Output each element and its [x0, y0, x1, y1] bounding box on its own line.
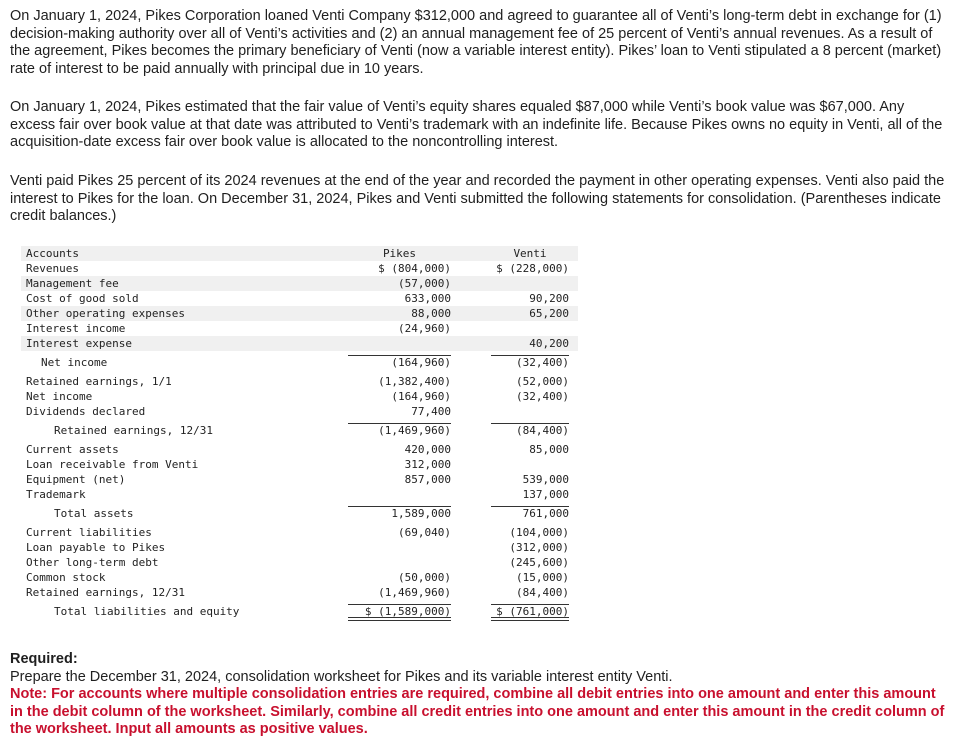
- required-section: [10, 651, 952, 739]
- venti-value: 90,200: [529, 292, 569, 305]
- double-underline: [491, 617, 569, 621]
- account-label: Net income: [41, 356, 108, 369]
- venti-value: 85,000: [529, 443, 569, 456]
- table-row: [21, 306, 578, 321]
- pikes-value: 312,000: [404, 458, 451, 471]
- table-row: [21, 555, 578, 570]
- pikes-value: (1,469,960): [378, 586, 451, 599]
- venti-value: (84,400): [516, 424, 569, 437]
- pikes-value: (24,960): [398, 322, 451, 335]
- account-label: Other operating expenses: [26, 307, 185, 320]
- required-title: Required:: [10, 651, 78, 667]
- venti-value: 539,000: [522, 473, 569, 486]
- table-row: [21, 487, 578, 502]
- pikes-value: (164,960): [391, 356, 451, 369]
- account-label: Cost of good sold: [26, 292, 139, 305]
- account-label: Dividends declared: [26, 405, 146, 418]
- venti-value: (245,600): [509, 556, 569, 569]
- pikes-value: 88,000: [411, 307, 451, 320]
- account-label: Revenues: [26, 262, 79, 275]
- account-label: Trademark: [26, 488, 86, 501]
- pikes-value: 1,589,000: [391, 507, 451, 520]
- table-row: [21, 442, 578, 457]
- venti-value: (52,000): [516, 375, 569, 388]
- account-label: Equipment (net): [26, 473, 126, 486]
- required-note: Note: For accounts where multiple consolidation entries are required, combine all debit entries into one amount and enter this amount in the debit column of the worksheet. Similarly, combine all credit entries into one amount and enter this amount in the credit column of the worksheet. Input all amounts as positive values.: [10, 686, 945, 737]
- account-label: Total assets: [54, 507, 134, 520]
- fair-value-paragraph: On January 1, 2024, Pikes estimated that the fair value of Venti’s equity shares equaled $87,000 while Venti’s book value was $67,000. Any excess fair over book value at that date was attributed to Venti’s trademark with an indefinite life. Because Pikes owns no equity in Venti, all of the acquisition-date excess fair over book value is allocated to the noncontrolling interest.: [10, 99, 943, 150]
- venti-value: 137,000: [522, 488, 569, 501]
- account-label: Net income: [26, 390, 93, 403]
- table-row: [21, 540, 578, 555]
- account-label: Retained earnings, 12/31: [54, 424, 213, 437]
- table-row: [21, 404, 578, 419]
- table-row: [21, 321, 578, 336]
- venti-value: $ (761,000): [496, 605, 569, 618]
- account-label: Current assets: [26, 443, 119, 456]
- venti-value: (104,000): [509, 526, 569, 539]
- pikes-value: (1,382,400): [378, 375, 451, 388]
- table-row: [21, 261, 578, 276]
- pikes-value: (50,000): [398, 571, 451, 584]
- double-underline: [348, 617, 451, 621]
- account-label: Loan payable to Pikes: [26, 541, 166, 554]
- venti-header: Venti: [513, 247, 547, 260]
- required-text: Prepare the December 31, 2024, consolidation worksheet for Pikes and its variable interest entity Venti.: [10, 668, 673, 685]
- table-row: [21, 604, 578, 619]
- pikes-value: 633,000: [404, 292, 451, 305]
- table-row: [21, 525, 578, 540]
- table-row: [21, 506, 578, 521]
- account-label: Current liabilities: [26, 526, 152, 539]
- table-row: [21, 276, 578, 291]
- intro-paragraph: On January 1, 2024, Pikes Corporation loaned Venti Company $312,000 and agreed to guarantee all of Venti’s long-term debt in exchange for (1) decision-making authority over all of Venti’s activities and (2) an annual management fee of 25 percent of Venti’s annual revenues. As a result of the agreement, Pikes becomes the primary beneficiary of Venti (now a variable interest entity). Pikes’ loan to Venti stipulated a 8 percent (market) rate of interest to be paid annually with principal due in 10 years.: [10, 8, 942, 77]
- venti-value: 40,200: [529, 337, 569, 350]
- venti-value: (84,400): [516, 586, 569, 599]
- table-row: [21, 472, 578, 487]
- pikes-value: $ (1,589,000): [364, 605, 451, 618]
- pikes-value: 857,000: [404, 473, 451, 486]
- account-label: Total liabilities and equity: [54, 605, 240, 618]
- pikes-value: (1,469,960): [378, 424, 451, 437]
- venti-value: 65,200: [529, 307, 569, 320]
- account-label: Loan receivable from Venti: [26, 458, 199, 471]
- pikes-value: (69,040): [398, 526, 451, 539]
- account-label: Management fee: [26, 277, 119, 290]
- accounts-header: Accounts: [26, 247, 79, 260]
- table-row: [21, 585, 578, 600]
- account-label: Retained earnings, 1/1: [26, 375, 172, 388]
- table-row: [21, 374, 578, 389]
- pikes-value: $ (804,000): [378, 262, 451, 275]
- pikes-value: (57,000): [398, 277, 451, 290]
- venti-value: 761,000: [522, 507, 569, 520]
- venti-value: (312,000): [509, 541, 569, 554]
- pikes-value: (164,960): [391, 390, 451, 403]
- table-row: [21, 423, 578, 438]
- pikes-value: 420,000: [404, 443, 451, 456]
- financial-statements-table: [21, 246, 578, 619]
- account-label: Common stock: [26, 571, 106, 584]
- venti-value: (32,400): [516, 356, 569, 369]
- pikes-header: Pikes: [382, 247, 417, 260]
- table-row: [21, 291, 578, 306]
- table-row: [21, 457, 578, 472]
- venti-value: (32,400): [516, 390, 569, 403]
- table-row: [21, 389, 578, 404]
- pikes-value: 77,400: [411, 405, 451, 418]
- table-row: [21, 355, 578, 370]
- account-label: Interest expense: [26, 337, 132, 350]
- venti-value: (15,000): [516, 571, 569, 584]
- statements-paragraph: Venti paid Pikes 25 percent of its 2024 revenues at the end of the year and recorded the payment in other operating expenses. Venti also paid the interest to Pikes for the loan. On December 31, 2024, Pikes and Venti submitted the following statements for consolidation. (Parentheses indicate credit balances.): [10, 173, 945, 224]
- venti-value: $ (228,000): [496, 262, 569, 275]
- table-header-row: [21, 246, 578, 261]
- account-label: Other long-term debt: [26, 556, 159, 569]
- account-label: Interest income: [26, 322, 126, 335]
- account-label: Retained earnings, 12/31: [26, 586, 185, 599]
- table-row: [21, 570, 578, 585]
- table-row: [21, 336, 578, 351]
